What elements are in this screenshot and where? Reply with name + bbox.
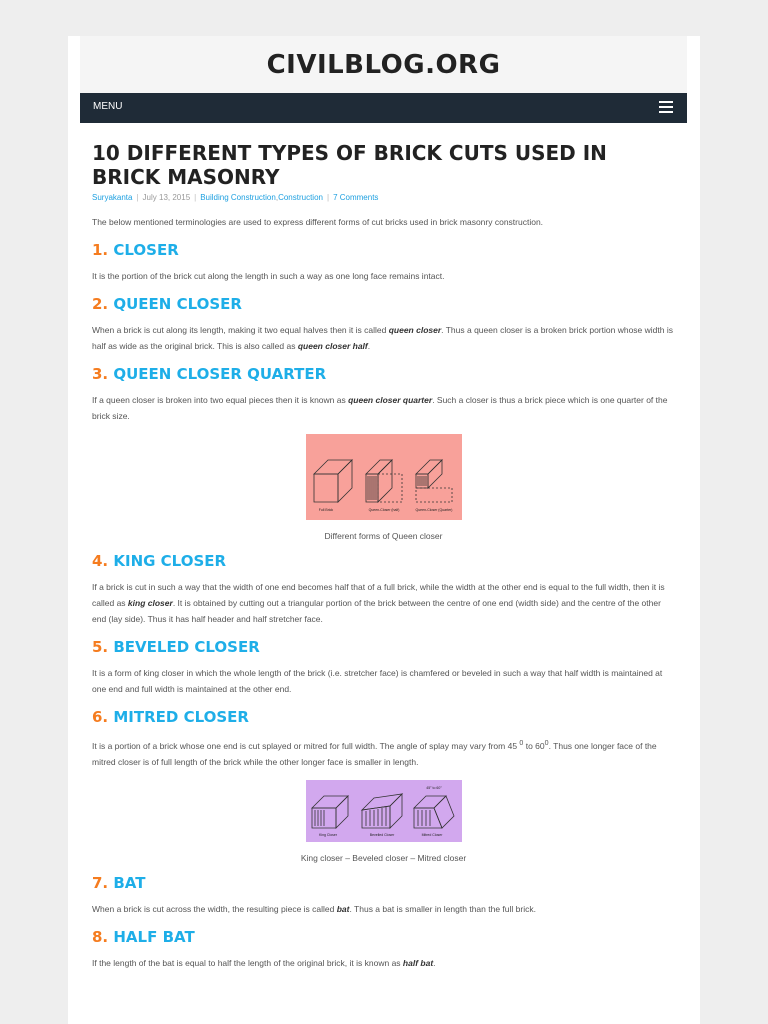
main-navigation: [80, 93, 687, 123]
menu-label[interactable]: MENU: [93, 101, 123, 112]
post-meta: Suryakanta | July 13, 2015 | Building Construction,Construction | 7 Comments: [92, 193, 379, 202]
author-link[interactable]: Suryakanta: [92, 193, 133, 202]
figure-label-queen-closer-half: Queen-Closer (half): [368, 508, 399, 512]
figure-label-angle: 45° to 60°: [425, 785, 442, 790]
meta-separator: |: [136, 193, 139, 202]
section-heading-half-bat: 8. HALF BAT: [92, 927, 195, 946]
figure-label-mitred-closer: Mitred Closer: [421, 832, 442, 837]
section-text-mitred-closer: It is a portion of a brick whose one end is cut splayed or mitred for full width. The angle of splay may vary from 45 $^0$ to $60^0$. Thus one longer face of the mitred closer is of full length of the brick while the other longer face is smaller in length.: [92, 739, 657, 767]
site-header: [80, 36, 687, 93]
section-heading-queen-closer-quarter: 3. QUEEN CLOSER QUARTER: [92, 365, 327, 383]
figure-label-queen-closer-quarter: Queen-Closer (Quarter): [415, 508, 452, 512]
section-text-king-closer: If a brick is cut in such a way that the width of one end becomes half that of a full brick, while the width at the other end is equal to the full width, then it is called as king closer. It is obtained by cutting out a triangular portion of the brick between the centre of one end (width side) and the centre of the other end (lay side). Thus it has half header and half stretcher face.: [92, 582, 665, 624]
figure-caption-king-beveled-mitred: King closer – Beveled closer – Mitred closer: [300, 852, 467, 863]
figure-label-king-closer: King Closer: [318, 832, 337, 837]
site-title[interactable]: CIVILBLOG.ORG: [266, 50, 501, 80]
comments-link[interactable]: 7 Comments: [333, 193, 379, 202]
main-container: [80, 36, 687, 1024]
section-heading-mitred-closer: 6. MITRED CLOSER: [92, 708, 249, 726]
section-text-beveled-closer: It is a form of king closer in which the whole length of the brick (i.e. stretcher face) is chamfered or beveled in such a way that half width is maintained at one end and full width is maintained at the other end.: [92, 668, 663, 694]
section-text-bat: When a brick is cut across the width, the resulting piece is called bat. Thus a bat is smaller in length than the full brick.: [92, 903, 536, 914]
meta-separator: |: [194, 193, 197, 202]
figure-queen-closer: [92, 434, 675, 541]
post-article: [80, 141, 687, 971]
section-text-queen-closer: When a brick is cut along its length, making it two equal halves then it is called queen closer. Thus a queen closer is a broken brick portion whose width is half as wide as the original brick. This is also called as queen closer half.: [92, 325, 673, 351]
section-heading-queen-closer: 2. QUEEN CLOSER: [92, 295, 242, 313]
post-title: 10 DIFFERENT TYPES OF BRICK CUTS USED IN BRICK MASONRY: [92, 141, 607, 189]
section-text-queen-closer-quarter: If a queen closer is broken into two equal pieces then it is known as queen closer quarter. Such a closer is thus a brick piece which is one quarter of the brick size.: [92, 395, 668, 421]
hamburger-menu-icon[interactable]: [659, 101, 673, 114]
section-heading-king-closer: 4. KING CLOSER: [92, 552, 227, 570]
category-link-construction[interactable]: Construction: [278, 193, 323, 202]
meta-separator: |: [326, 193, 330, 202]
category-link-building-construction[interactable]: Building Construction: [200, 193, 276, 202]
figure-caption-queen-closer: Different forms of Queen closer: [324, 531, 443, 541]
section-text-half-bat: If the length of the bat is equal to half the length of the original brick, it is known as half bat.: [92, 957, 436, 968]
figure-king-beveled-mitred: [92, 780, 675, 863]
section-heading-closer: 1. CLOSER: [92, 241, 179, 259]
queen-closer-diagram-image: [306, 434, 462, 525]
figure-label-full-brick: Full Brick: [318, 508, 333, 512]
section-text-closer: It is the portion of the brick cut along the length in such a way as one long face remains intact.: [92, 271, 445, 281]
section-heading-bat: 7. BAT: [92, 873, 146, 892]
intro-paragraph: The below mentioned terminologies are used to express different forms of cut bricks used in brick masonry construction.: [92, 217, 544, 227]
figure-label-bevelled-closer: Bevelled Closer: [369, 832, 394, 837]
post-date: July 13, 2015: [142, 193, 191, 202]
section-heading-beveled-closer: 5. BEVELED CLOSER: [92, 638, 260, 656]
king-beveled-mitred-diagram-image: [306, 780, 462, 847]
